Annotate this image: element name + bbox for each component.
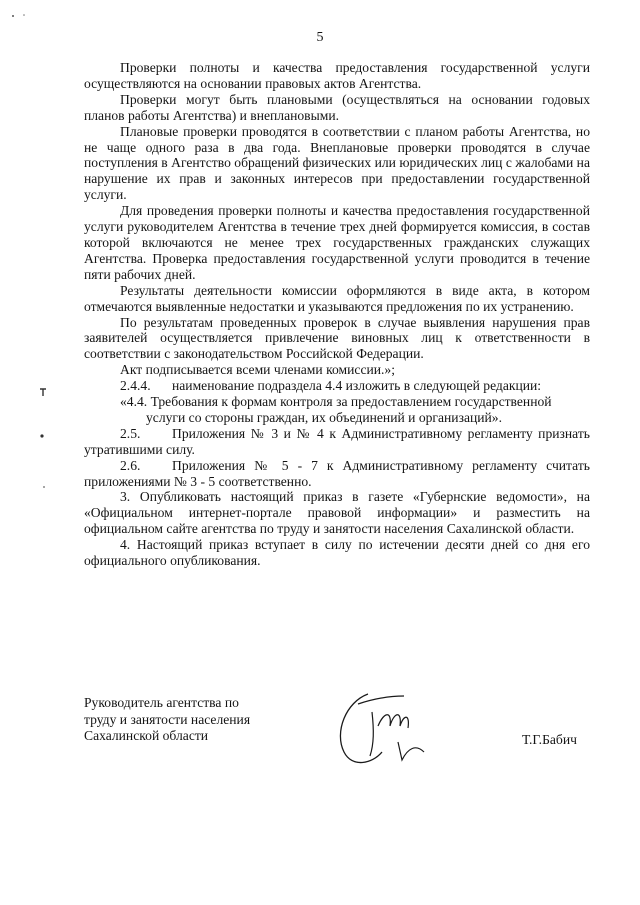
paragraph-planned-inspections: Плановые проверки проводятся в соответствии с планом работы Агентства, но не чаще одного раза в два года. Внеплановые проверки проводятся в случае поступления в Агентство обращений физических или юридических лиц с жалобами на нарушение их прав и законных интересов при предоставлении государственной услуги. xyxy=(84,123,590,203)
document-body xyxy=(84,60,590,569)
margin-tick-icon xyxy=(38,386,48,398)
quote-line-2: услуги со стороны граждан, их объединений и организаций». xyxy=(146,409,502,425)
signatory-name: Т.Г.Бабич xyxy=(522,732,577,747)
paragraph-act-signing: Акт подписывается всеми членами комиссии.»; xyxy=(120,362,395,378)
paragraph-inspections-basis: Проверки полноты и качества предоставления государственной услуги осуществляются на основании правовых актов Агентства. xyxy=(84,60,590,91)
item-text: наименование подраздела 4.4 изложить в следующей редакции: xyxy=(172,378,542,394)
item-4-effective-date: 4. Настоящий приказ вступает в силу по истечении десяти дней со дня его официального опубликования. xyxy=(84,537,590,569)
paragraph-commission: Для проведения проверки полноты и качества предоставления государственной услуги руководителем Агентства в течение трех дней формируется комиссия, в состав которой включаются не менее трех государственных гражданских служащих Агентства. Проверка предоставления государственной услуги проводится в течение пяти рабочих дней. xyxy=(84,203,590,282)
item-text: Приложения № 3 и № 4 к Административному регламенту признать утратившими силу. xyxy=(84,425,590,457)
handwritten-signature xyxy=(328,682,448,778)
page-number: 5 xyxy=(316,30,324,45)
signatory-line-3: Сахалинской области xyxy=(84,728,209,743)
item-text: Приложения № 5 - 7 к Административному регламенту считать приложениями № 3 - 5 соответственно. xyxy=(84,457,590,489)
paragraph-violations: По результатам проведенных проверок в случае выявления нарушения прав заявителей осуществляется привлечение виновных лиц к ответственности в соответствии с законодательством Российской Федерации. xyxy=(84,314,590,362)
paragraph-results: Результаты деятельности комиссии оформляются в виде акта, в котором отмечаются выявленные недостатки и указываются предложения по их устранению. xyxy=(84,282,590,314)
item-number: 2.4.4. xyxy=(120,378,151,394)
quote-line-1: «4.4. Требования к формам контроля за предоставлением государственной xyxy=(120,394,552,410)
item-number: 2.6. xyxy=(120,457,141,473)
item-number: 2.5. xyxy=(120,425,141,441)
quoted-heading-4-4 xyxy=(84,394,590,426)
signatory-line-2: труду и занятости населения xyxy=(84,711,251,727)
signatory-title xyxy=(84,695,284,745)
item-2-4-4 xyxy=(84,378,590,394)
paragraph-inspection-types: Проверки могут быть плановыми (осуществляться на основании годовых планов работы Агентства) и внеплановыми. xyxy=(84,91,590,123)
item-3-publication: 3. Опубликовать настоящий приказ в газете «Губернские ведомости», на «Официальном интернет-портале правовой информации» и разместить на официальном сайте агентства по труду и занятости населения Сахалинской области. xyxy=(84,489,590,537)
item-2-5 xyxy=(84,426,590,458)
margin-dot-icon xyxy=(38,432,46,440)
scan-speck-icon xyxy=(10,12,30,20)
margin-speck-icon xyxy=(41,484,47,490)
item-2-6 xyxy=(84,458,590,490)
signatory-line-1: Руководитель агентства по xyxy=(84,695,239,710)
